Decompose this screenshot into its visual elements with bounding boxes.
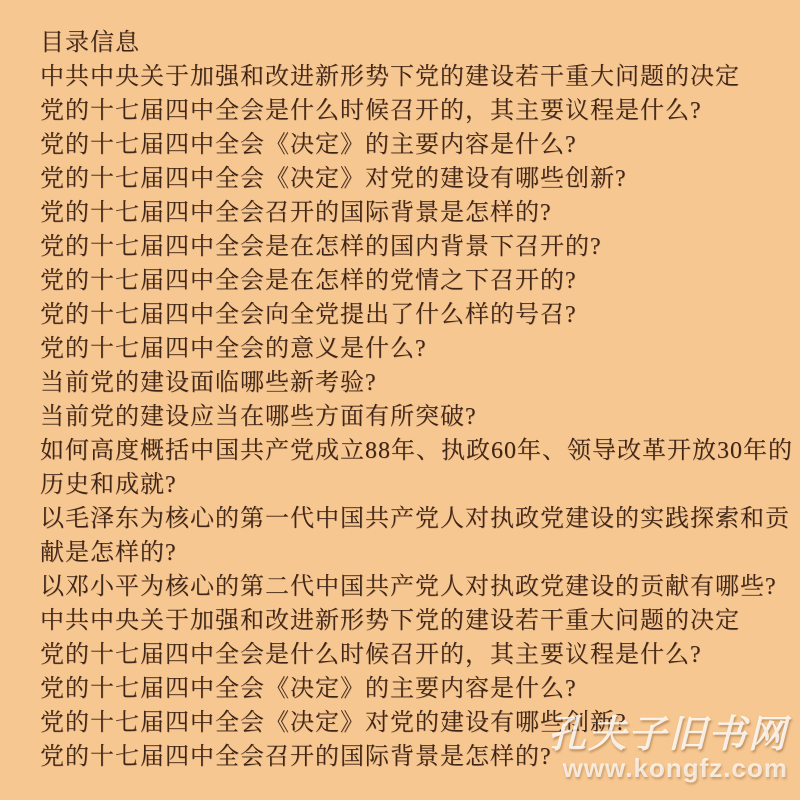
toc-line: 以邓小平为核心的第二代中国共产党人对执政党建设的贡献有哪些? <box>40 574 777 600</box>
toc-line: 如何高度概括中国共产党成立88年、执政60年、领导改革开放30年的 <box>40 438 793 464</box>
toc-heading: 目录信息 <box>40 30 140 56</box>
toc-line: 党的十七届四中全会《决定》的主要内容是什么? <box>40 676 577 702</box>
toc-list <box>40 60 793 774</box>
toc-line: 中共中央关于加强和改进新形势下党的建设若干重大问题的决定 <box>40 608 740 634</box>
toc-line: 党的十七届四中全会《决定》对党的建设有哪些创新? <box>40 710 627 736</box>
toc-line: 党的十七届四中全会的意义是什么? <box>40 336 427 362</box>
toc-line: 党的十七届四中全会《决定》的主要内容是什么? <box>40 132 577 158</box>
toc-line: 中共中央关于加强和改进新形势下党的建设若干重大问题的决定 <box>40 64 740 90</box>
toc-line: 党的十七届四中全会《决定》对党的建设有哪些创新? <box>40 166 627 192</box>
watermark-site-name: 孔夫子旧书网 <box>547 714 788 756</box>
watermark-site-url: www.kongfz.com <box>562 753 788 783</box>
toc-line: 党的十七届四中全会是在怎样的国内背景下召开的? <box>40 234 602 260</box>
toc-line: 党的十七届四中全会是什么时候召开的，其主要议程是什么? <box>40 98 702 124</box>
toc-line: 党的十七届四中全会是在怎样的党情之下召开的? <box>40 268 577 294</box>
toc-section <box>40 26 793 774</box>
toc-line: 献是怎样的? <box>40 540 177 566</box>
toc-line: 党的十七届四中全会是什么时候召开的，其主要议程是什么? <box>40 642 702 668</box>
toc-line: 当前党的建设应当在哪些方面有所突破? <box>40 404 477 430</box>
toc-line: 党的十七届四中全会召开的国际背景是怎样的? <box>40 744 552 770</box>
toc-line: 历史和成就? <box>40 472 177 498</box>
toc-line: 以毛泽东为核心的第一代中国共产党人对执政党建设的实践探索和贡 <box>40 506 790 532</box>
toc-line: 当前党的建设面临哪些新考验? <box>40 370 377 396</box>
toc-line: 党的十七届四中全会召开的国际背景是怎样的? <box>40 200 552 226</box>
toc-line: 党的十七届四中全会向全党提出了什么样的号召? <box>40 302 577 328</box>
